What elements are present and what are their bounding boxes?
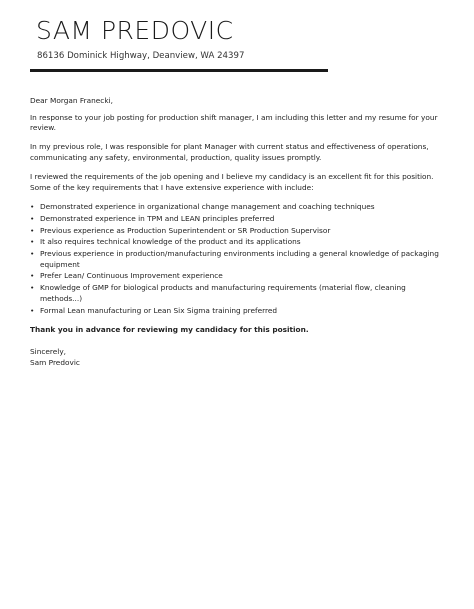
list-item (30, 237, 450, 248)
requirement-text: Demonstrated experience in organizational change management and coaching techniques (40, 201, 375, 211)
list-item (30, 283, 450, 304)
closing-line: Sincerely, (30, 347, 67, 357)
bullet-icon: • (30, 225, 35, 235)
letter-header (36, 16, 336, 62)
requirements-list (30, 202, 450, 316)
signature: Sam Predovic (30, 357, 80, 367)
intro-paragraph: In response to your job posting for production shift manager, I am including this letter and my resume for your review. (30, 112, 438, 133)
bullet-icon: • (30, 271, 35, 281)
bullet-icon: • (30, 305, 35, 315)
bullet-icon: • (30, 201, 35, 211)
previous-role-paragraph: In my previous role, I was responsible for plant Manager with current status and effectiveness of operations, communicating any safety, environmental, production, quality issues promptly. (30, 142, 429, 162)
list-item (30, 249, 450, 270)
bullet-icon: • (30, 237, 35, 247)
requirement-text: It also requires technical knowledge of the product and its applications (40, 237, 301, 247)
applicant-name: SAM PREDOVIC (36, 16, 234, 45)
thanks-paragraph: Thank you in advance for reviewing my candidacy for this position. (30, 324, 309, 334)
closing-block (30, 347, 450, 368)
list-item (30, 214, 450, 225)
list-item (30, 306, 450, 317)
list-item (30, 271, 450, 282)
requirement-text: Knowledge of GMP for biological products and manufacturing requirements (material flow, cleaning methods...) (40, 283, 406, 303)
requirement-text: Previous experience in production/manufacturing environments including a general knowledge of packaging equipment (40, 249, 439, 269)
requirement-text: Previous experience as Production Superintendent or SR Production Supervisor (40, 225, 331, 235)
bullet-icon: • (30, 213, 35, 223)
requirements-intro-paragraph: I reviewed the requirements of the job opening and I believe my candidacy is an excellent fit for this position. Some of the key requirements that I have extensive experience with include: (30, 172, 434, 192)
requirement-text: Prefer Lean/ Continuous Improvement experience (40, 271, 223, 281)
list-item (30, 202, 450, 213)
requirement-text: Demonstrated experience in TPM and LEAN principles preferred (40, 213, 275, 223)
applicant-address: 86136 Dominick Highway, Deanview, WA 24397 (37, 51, 245, 61)
list-item (30, 226, 450, 237)
bullet-icon: • (30, 249, 35, 259)
salutation: Dear Morgan Franecki, (30, 96, 113, 105)
bullet-icon: • (30, 283, 35, 293)
requirement-text: Formal Lean manufacturing or Lean Six Sigma training preferred (40, 305, 278, 315)
header-divider (30, 69, 328, 72)
letter-body (30, 96, 450, 369)
